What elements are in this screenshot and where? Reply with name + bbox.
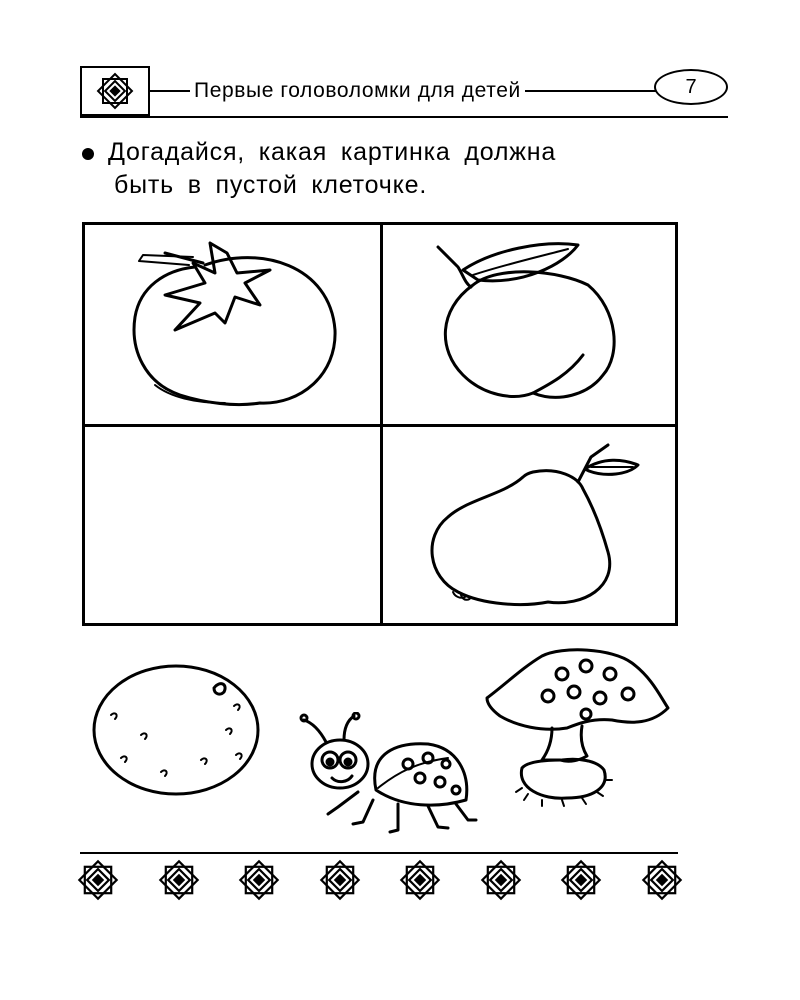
task-line-2: быть в пустой клеточке. (114, 171, 428, 199)
task-line-1: Догадайся, какая картинка должна (108, 138, 557, 166)
apple-icon (383, 225, 675, 423)
page-header (80, 66, 728, 118)
pear-icon (383, 427, 675, 625)
book-title: Первые головоломки для детей (190, 79, 525, 103)
task-instruction (82, 136, 682, 202)
diamond-ornament-icon (318, 858, 362, 902)
diamond-ornament-icon (398, 858, 442, 902)
header-bottom-rule (80, 116, 728, 118)
diamond-ornament-icon (559, 858, 603, 902)
puzzle-grid (82, 222, 678, 626)
diamond-ornament-icon (95, 71, 135, 111)
diamond-ornament-icon (76, 858, 120, 902)
header-logo-box (80, 66, 150, 116)
tomato-icon (85, 225, 377, 423)
orange-icon[interactable] (86, 660, 266, 800)
grid-cell-top-left[interactable] (85, 225, 377, 423)
diamond-ornament-icon (640, 858, 684, 902)
page-number: 7 (654, 69, 728, 105)
grid-cell-top-right[interactable] (383, 225, 675, 423)
mushroom-icon[interactable] (482, 648, 682, 808)
grid-cell-bottom-right[interactable] (383, 427, 675, 625)
grid-cell-empty[interactable] (85, 427, 377, 625)
bullet-icon (82, 148, 94, 160)
diamond-ornament-icon (157, 858, 201, 902)
ladybug-icon[interactable] (298, 712, 478, 840)
footer-ornament-row (76, 858, 684, 902)
footer-rule (80, 852, 678, 854)
diamond-ornament-icon (479, 858, 523, 902)
diamond-ornament-icon (237, 858, 281, 902)
